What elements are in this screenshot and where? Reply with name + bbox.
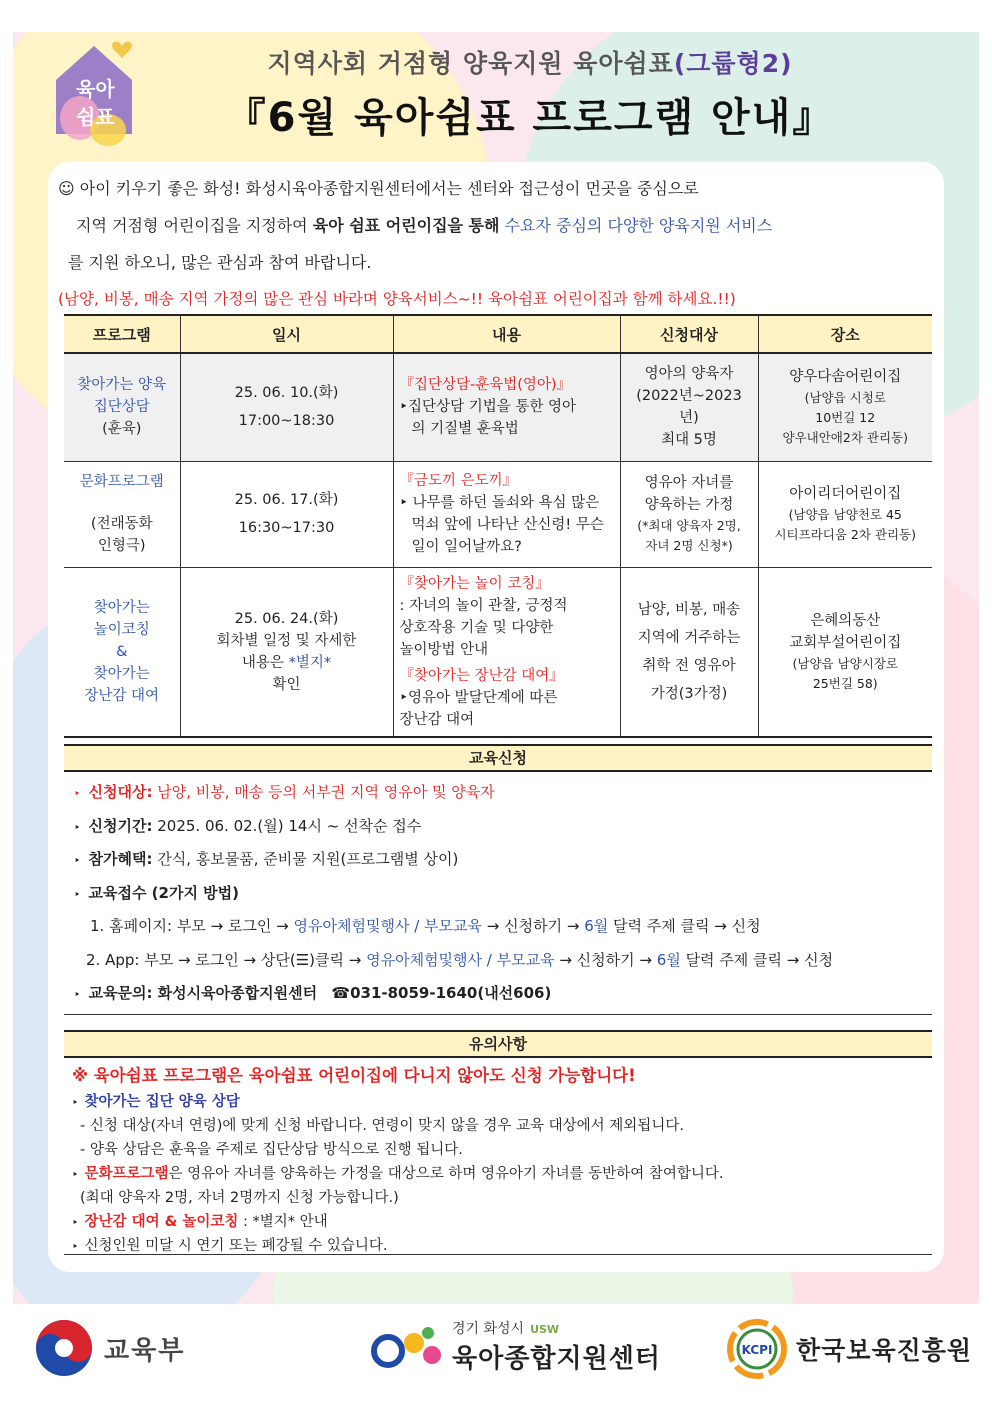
program-cell: 찾아가는 양육 집단상담 (훈육) [64,353,180,461]
col-header-place: 장소 [758,315,932,353]
date-cell: 25. 06. 17.(화) 16:30~17:30 [180,461,393,567]
taegeuk-icon [34,1318,94,1378]
note-text: - 신청 대상(자녀 연령)에 맞게 신청 바랍니다. 연령이 맞지 않을 경우 교육 대상에서 제외됩니다. [80,1118,684,1134]
program-table [64,314,932,738]
footer [0,1304,992,1403]
moe-logo: 교육부 [34,1318,185,1378]
target-cell: 영유아 자녀를 양육하는 가정 (*최대 양육자 2명, 자녀 2명 신청*) [620,461,758,567]
col-header-date: 일시 [180,315,393,353]
content-cell: 『금도끼 은도끼』 ‣ 나무를 하던 돌쇠와 욕심 많은 먹쇠 앞에 나타난 산신령! 무슨 일이 일어날까요? [393,461,620,567]
notes-section [72,1062,932,1258]
apply-target: ‣ 신청대상: 남양, 비봉, 매송 등의 서부권 지역 영유아 및 양육자 [74,783,495,801]
apply-period: ‣ 신청기간: 2025. 06. 02.(월) 14시 ~ 선착순 접수 [74,816,422,835]
col-header-target: 신청대상 [620,315,758,353]
col-header-content: 내용 [393,315,620,353]
program-cell: 문화프로그램 (전래동화 인형극) [64,461,180,567]
subtitle: 지역사회 거점형 양육지원 육아쉼표(그룹형2) [267,49,793,78]
notes-warning: ※ 육아쉼표 프로그램은 육아쉼표 어린이집에 다니지 않아도 신청 가능합니다! [72,1066,636,1085]
content-cell: 『집단상담-훈육법(영아)』 ‣집단상담 기법을 통한 영아 의 기질별 훈육법 [393,353,620,461]
divider [64,1014,932,1015]
kcpi-logo: KCPI 한국보육진흥원 [726,1318,972,1380]
apply-step-1: 1. 홈페이지: 부모 → 로그인 → 영유아체험및행사 / 부모교육 → 신청하기 → 6월 달력 주제 클릭 → 신청 [90,917,761,935]
yuka-shimpyo-logo [46,38,142,148]
note-text: (최대 양육자 2명, 자녀 2명까지 신청 가능합니다.) [80,1190,399,1206]
svg-text:쉼표: 쉼표 [76,105,115,129]
childcare-center-logo: 경기 화성시 USW 육아종합지원센터 [370,1318,661,1375]
apply-step-2: 2. App: 부모 → 로그인 → 상단(☰)클릭 → 영유아체험및행사 / 부모교육 → 신청하기 → 6월 달력 주제 클릭 → 신청 [86,950,834,969]
place-cell: 은혜의동산 교회부설어린이집 (남양읍 남양시장로 25번길 58) [758,567,932,737]
svg-text:육아: 육아 [76,77,115,101]
apply-benefit: ‣ 참가혜택: 간식, 홍보물품, 준비물 지원(프로그램별 상이) [74,850,459,868]
divider [64,1254,932,1255]
col-header-program: 프로그램 [64,315,180,353]
apply-section [74,776,934,1011]
notes-section-heading: 유의사항 [64,1030,932,1058]
note-item: ‣ 찾아가는 집단 양육 상담 [72,1094,240,1110]
note-item: ‣ 신청인원 미달 시 연기 또는 폐강될 수 있습니다. [72,1238,388,1254]
target-cell: 영아의 양육자 (2022년~2023년) 최대 5명 [620,353,758,461]
table-row [64,353,932,461]
date-cell: 25. 06. 24.(화) 회차별 일정 및 자세한 내용은 *별지* 확인 [180,567,393,737]
date-cell: 25. 06. 10.(화) 17:00~18:30 [180,353,393,461]
intro-text: ☺ 아이 키우기 좋은 화성! 화성시육아종합지원센터에서는 센터와 접근성이 먼곳을 중심으로 지역 거점형 어린이집을 지정하여 육아 쉼표 어린이집을 통해 수요자 중심의 다양한 양육지원 서비스 를 지원 하오니, 많은 관심과 참여 바랍니다. (남양, 비봉, 매송 지역 가정의 많은 관심 바라며 양육서비스~!! 육아쉼표 어린이집과 함께 하세요.!!) [58,179,773,308]
table-row [64,567,932,737]
program-cell: 찾아가는 놀이코칭 & 찾아가는 장난감 대여 [64,567,180,737]
page-title: 『6월 육아쉼표 프로그램 안내』 [225,95,835,141]
table-row [64,461,932,567]
place-cell: 양우다솜어린이집 (남양읍 시청로 10번길 12 양우내안애2차 관리동) [758,353,932,461]
apply-inquiry: ‣ 교육문의: 화성시육아종합지원센터 ☎031-8059-1640(내선606) [74,984,552,1002]
content-cell: 『찾아가는 놀이 코칭』 : 자녀의 놀이 관찰, 긍정적 상호작용 기술 및 다양한 놀이방법 안내 『찾아가는 장난감 대여』 ‣영유아 발달단계에 따른 장난감 대여 [393,567,620,737]
apply-section-heading: 교육신청 [64,744,932,772]
svg-text:KCPI: KCPI [741,1343,773,1357]
note-text: - 양육 상담은 훈육을 주제로 집단상담 방식으로 진행 됩니다. [80,1142,463,1158]
center-mark-icon [370,1321,446,1373]
place-cell: 아이리더어린이집 (남양읍 남양천로 45 시티프라디움 2차 관리동) [758,461,932,567]
note-item: ‣ 문화프로그램은 영유아 자녀를 양육하는 가정을 대상으로 하며 영유아기 자녀를 동반하여 참여합니다. [72,1166,724,1182]
target-cell: 남양, 비봉, 매송 지역에 거주하는 취학 전 영유아 가정(3가정) [620,567,758,737]
note-item: ‣ 장난감 대여 & 놀이코칭 : *별지* 안내 [72,1214,328,1230]
apply-method: ‣ 교육접수 (2가지 방법) [74,883,240,902]
kcpi-badge-icon [726,1318,788,1380]
